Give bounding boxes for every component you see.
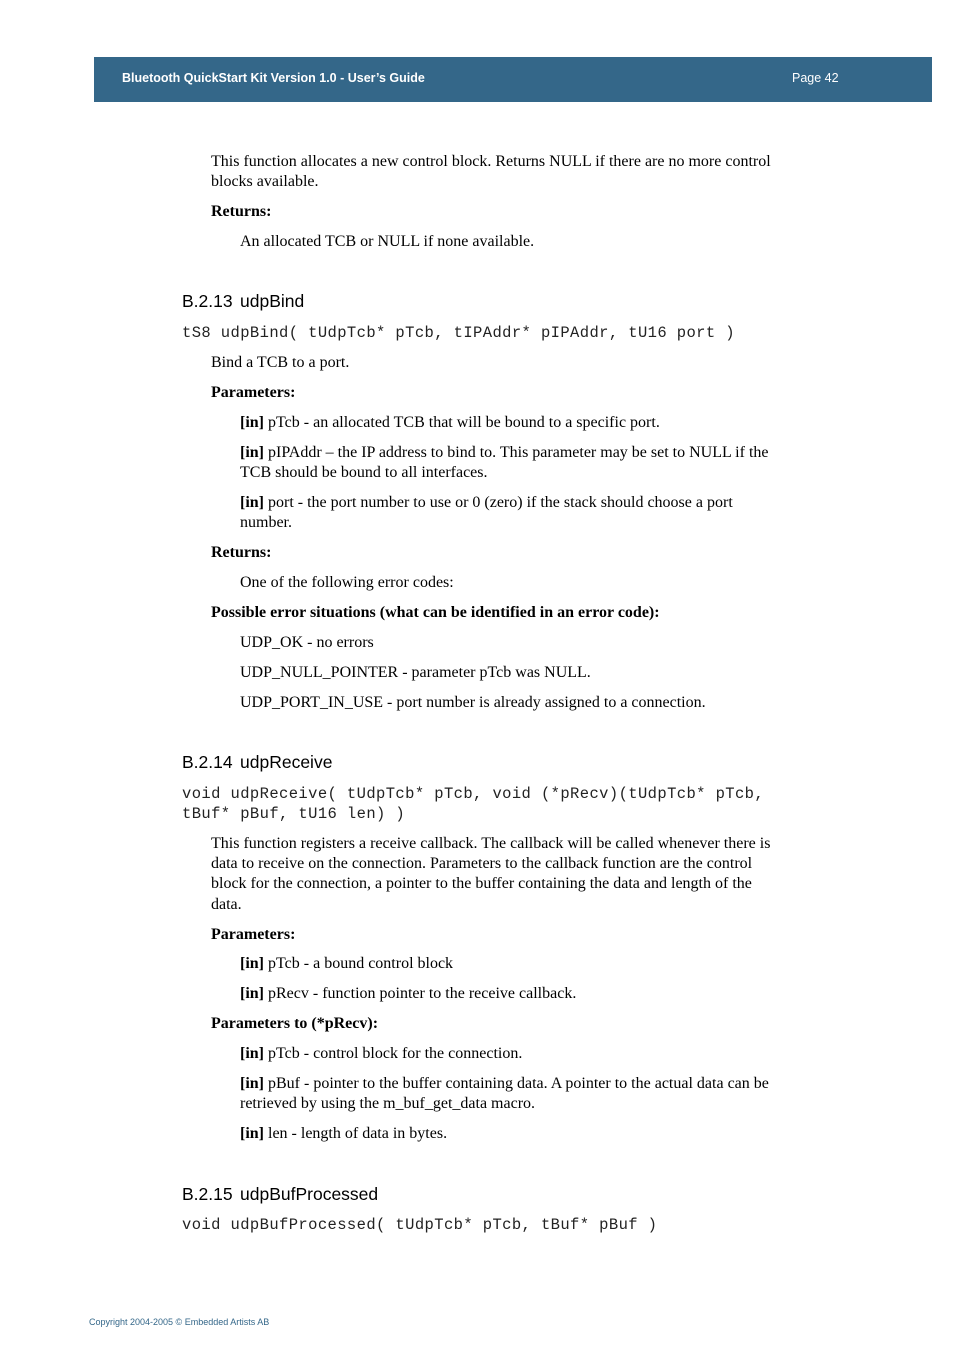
section-number: B.2.14	[182, 752, 233, 772]
param-pipaddr	[240, 443, 769, 463]
param-ptcb	[240, 413, 660, 433]
returns-label: Returns:	[211, 203, 272, 220]
param-port	[240, 493, 733, 513]
param-text: pBuf - pointer to the buffer containing data. A pointer to the actual data can be	[264, 1075, 769, 1092]
returns-text: One of the following error codes:	[240, 574, 454, 591]
returns-text: An allocated TCB or NULL if none available.	[240, 233, 535, 250]
errors-label: Possible error situations (what can be identified in an error code):	[211, 604, 660, 621]
param-ptcb	[240, 954, 453, 974]
in-tag: [in]	[240, 1075, 264, 1092]
section-number: B.2.15	[182, 1184, 233, 1204]
udpbufprocessed-signature: void udpBufProcessed( tUdpTcb* pTcb, tBuf* pBuf )	[182, 1216, 658, 1234]
parameters-label: Parameters:	[211, 384, 296, 401]
param-text: port - the port number to use or 0 (zero) if the stack should choose a port	[264, 494, 733, 511]
param-text: pTcb - an allocated TCB that will be bound to a specific port.	[264, 414, 660, 431]
udpreceive-desc-line-2: data to receive on the connection. Parameters to the callback function are the control	[211, 855, 753, 872]
section-heading-udpreceive	[182, 752, 332, 773]
udpreceive-desc-line-1: This function registers a receive callback. The callback will be called whenever there is	[211, 835, 771, 852]
in-tag: [in]	[240, 1125, 264, 1142]
param-text: pTcb - a bound control block	[264, 955, 454, 972]
param-text: pIPAddr – the IP address to bind to. This parameter may be set to NULL if the	[264, 444, 769, 461]
section-title: udpBufProcessed	[240, 1184, 379, 1204]
param-text: len - length of data in bytes.	[264, 1125, 448, 1142]
callback-param-pbuf	[240, 1074, 769, 1094]
error-code-null-pointer: UDP_NULL_POINTER - parameter pTcb was NULL.	[240, 664, 591, 681]
callback-parameters-label: Parameters to (*pRecv):	[211, 1015, 379, 1032]
callback-param-len	[240, 1124, 447, 1144]
page-number: Page 42	[792, 71, 839, 85]
udpreceive-signature-line-1: void udpReceive( tUdpTcb* pTcb, void (*pRecv)(tUdpTcb* pTcb,	[182, 785, 765, 803]
copyright-footer: Copyright 2004-2005 © Embedded Artists AB	[89, 1317, 270, 1327]
error-code-port-in-use: UDP_PORT_IN_USE - port number is already assigned to a connection.	[240, 694, 706, 711]
section-title: udpBind	[240, 291, 305, 311]
document-title: Bluetooth QuickStart Kit Version 1.0 - User’s Guide	[122, 71, 425, 85]
in-tag: [in]	[240, 444, 264, 461]
parameters-label: Parameters:	[211, 926, 296, 943]
udpreceive-desc-line-4: data.	[211, 896, 242, 913]
in-tag: [in]	[240, 414, 264, 431]
param-pipaddr-cont: TCB should be bound to all interfaces.	[240, 464, 488, 481]
in-tag: [in]	[240, 985, 264, 1002]
section-number: B.2.13	[182, 291, 233, 311]
in-tag: [in]	[240, 1045, 264, 1062]
intro-line-2: blocks available.	[211, 173, 319, 190]
intro-line-1: This function allocates a new control block. Returns NULL if there are no more control	[211, 153, 771, 170]
page-header	[94, 57, 932, 102]
udpreceive-desc-line-3: block for the connection, a pointer to the buffer containing the data and length of the	[211, 875, 752, 892]
section-title: udpReceive	[240, 752, 333, 772]
section-heading-udpbind	[182, 291, 304, 312]
returns-label: Returns:	[211, 544, 272, 561]
callback-param-ptcb	[240, 1044, 522, 1064]
udpbind-signature: tS8 udpBind( tUdpTcb* pTcb, tIPAddr* pIPAddr, tU16 port )	[182, 324, 735, 342]
error-code-ok: UDP_OK - no errors	[240, 634, 374, 651]
param-text: pTcb - control block for the connection.	[264, 1045, 523, 1062]
in-tag: [in]	[240, 494, 264, 511]
udpbind-description: Bind a TCB to a port.	[211, 354, 350, 371]
param-text: pRecv - function pointer to the receive callback.	[264, 985, 577, 1002]
udpreceive-signature-line-2: tBuf* pBuf, tU16 len) )	[182, 805, 406, 823]
param-port-cont: number.	[240, 514, 292, 531]
callback-param-pbuf-cont: retrieved by using the m_buf_get_data macro.	[240, 1095, 536, 1112]
section-heading-udpbufprocessed	[182, 1184, 378, 1205]
in-tag: [in]	[240, 955, 264, 972]
param-precv	[240, 984, 576, 1004]
